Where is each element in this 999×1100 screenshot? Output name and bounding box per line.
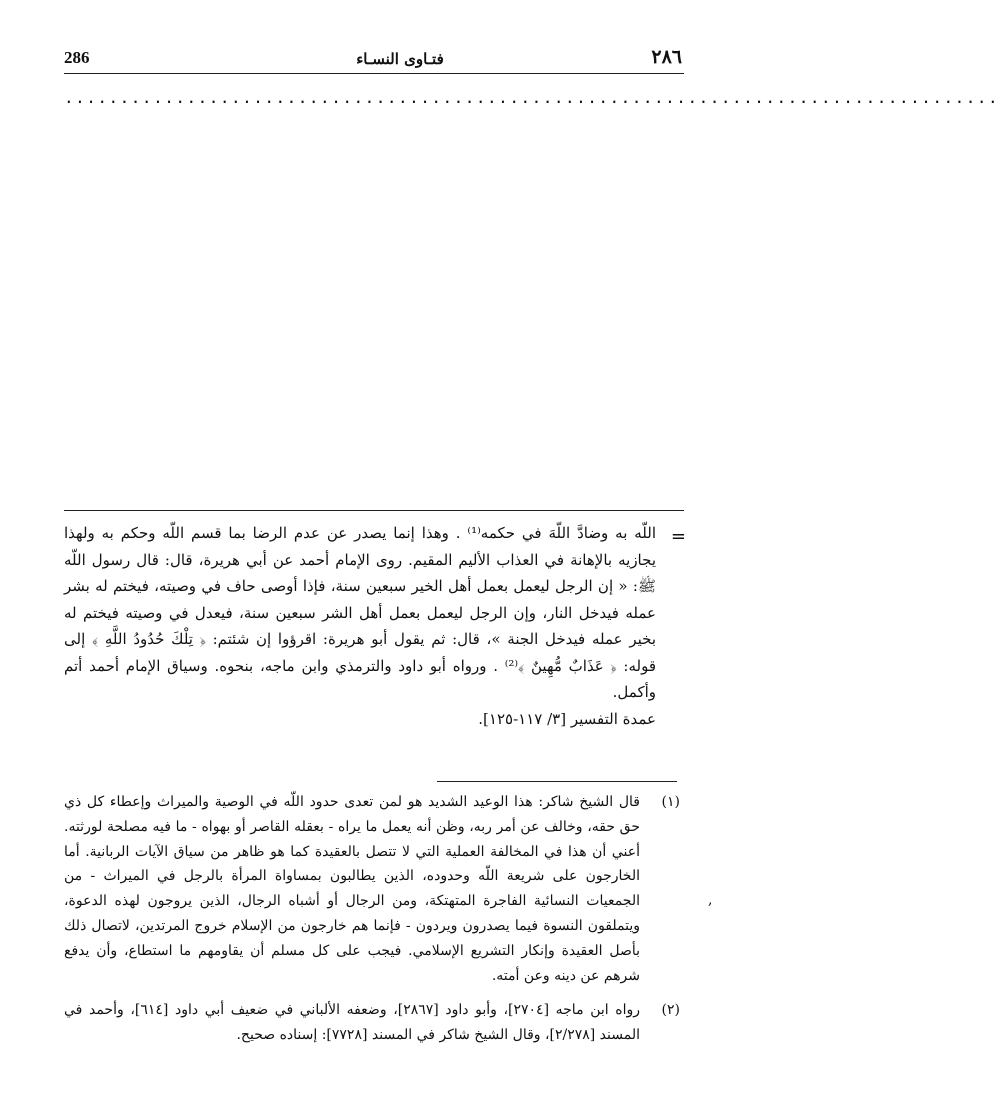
footnote-text: قال الشيخ شاكر: هذا الوعيد الشديد هو لمن تعدى حدود اللّه في الوصية والميراث وإعطاء كل ذي حق حقه، وخالف عن أمر ربه، وظن أنه يعمل ما يراه - بعقله القاصر أو بهواه - ما فيه مصلحة لورثته. أعني أن هذا في المخالفة العملية التي لا تتصل بالعقيدة كما هو ظاهر من سياق الآيات الربانية. أما الخارجون على شريعة اللّه وحدوده، الذين يطالبون بمساواة المرأة بالرجل في الميراث - من الجمعيات النسائية الفاجرة المتهتكة، ومن الرجال أو أشباه الرجال، الذين يروجون لهذه الدعوة، ويتملقون النسوة فيما يصدرون ويردون - فإنما هم خارجون من الإسلام خروج المرتدين، لاتصال ذلك بأصل العقيدة وإنكار التشريع الإسلامي. فيجب على كل مسلم أن يقاومهم ما استطاع، وأن يدفع شرهم عن دينه وعن أمته. <box>64 794 640 984</box>
main-source: عمدة التفسير [٣/ ١١٧-١٢٥]. <box>478 709 656 728</box>
main-text <box>64 520 656 732</box>
continuation-rule <box>64 510 684 511</box>
main-paragraph: اللّه به وضادَّ اللّهَ في حكمه⁽¹⁾ . وهذا إنما يصدر عن عدم الرضا بما قسم اللّه وحكم به ولهذا يجازيه بالإهانة في العذاب الأليم المقيم. روى الإمام أحمد عن أبي هريرة، قال: قال رسول اللّه ﷺ: « إن الرجل ليعمل بعمل أهل الخير سبعين سنة، فإذا أوصى حاف في وصيته، فيختم له بشر عمله فيدخل النار، وإن الرجل ليعمل بعمل أهل الشر سبعين سنة، فيعدل في وصيته فيختم له بخير عمله فيدخل الجنة »، قال: ثم يقول أبو هريرة: اقرؤوا إن شئتم: ﴿ تِلْكَ حُدُودُ اللَّهِ ﴾ إلى قوله: ﴿ عَذَابٌ مُّهِينٌ ﴾⁽²⁾ . ورواه أبو داود والترمذي وابن ماجه، بنحوه. وسياق الإمام أحمد أتم وأكمل. <box>64 524 656 701</box>
footnote-1 <box>64 790 680 988</box>
page-number-latin: 286 <box>64 48 90 67</box>
page-number-arabic: ٢٨٦ <box>651 46 682 68</box>
running-title: فتـاوى النسـاء <box>356 50 444 68</box>
footnote-number: (١) <box>661 794 680 810</box>
footnote-rule <box>437 781 677 782</box>
footnote-number: (٢) <box>661 1002 680 1018</box>
margin-mark: , <box>708 892 713 908</box>
header-rule <box>64 73 684 74</box>
continuation-marker: = <box>670 526 686 547</box>
dotted-separator: .................................................................................... <box>64 88 999 107</box>
footnote-text: رواه ابن ماجه [٢٧٠٤]، وأبو داود [٢٨٦٧]، وضعفه الألباني في ضعيف أبي داود [٦١٤]، وأحمد في المسند [٢/٢٧٨]، وقال الشيخ شاكر في المسند [٧٧٢٨]: إسناده صحيح. <box>64 1002 641 1043</box>
footnote-2 <box>64 998 680 1048</box>
